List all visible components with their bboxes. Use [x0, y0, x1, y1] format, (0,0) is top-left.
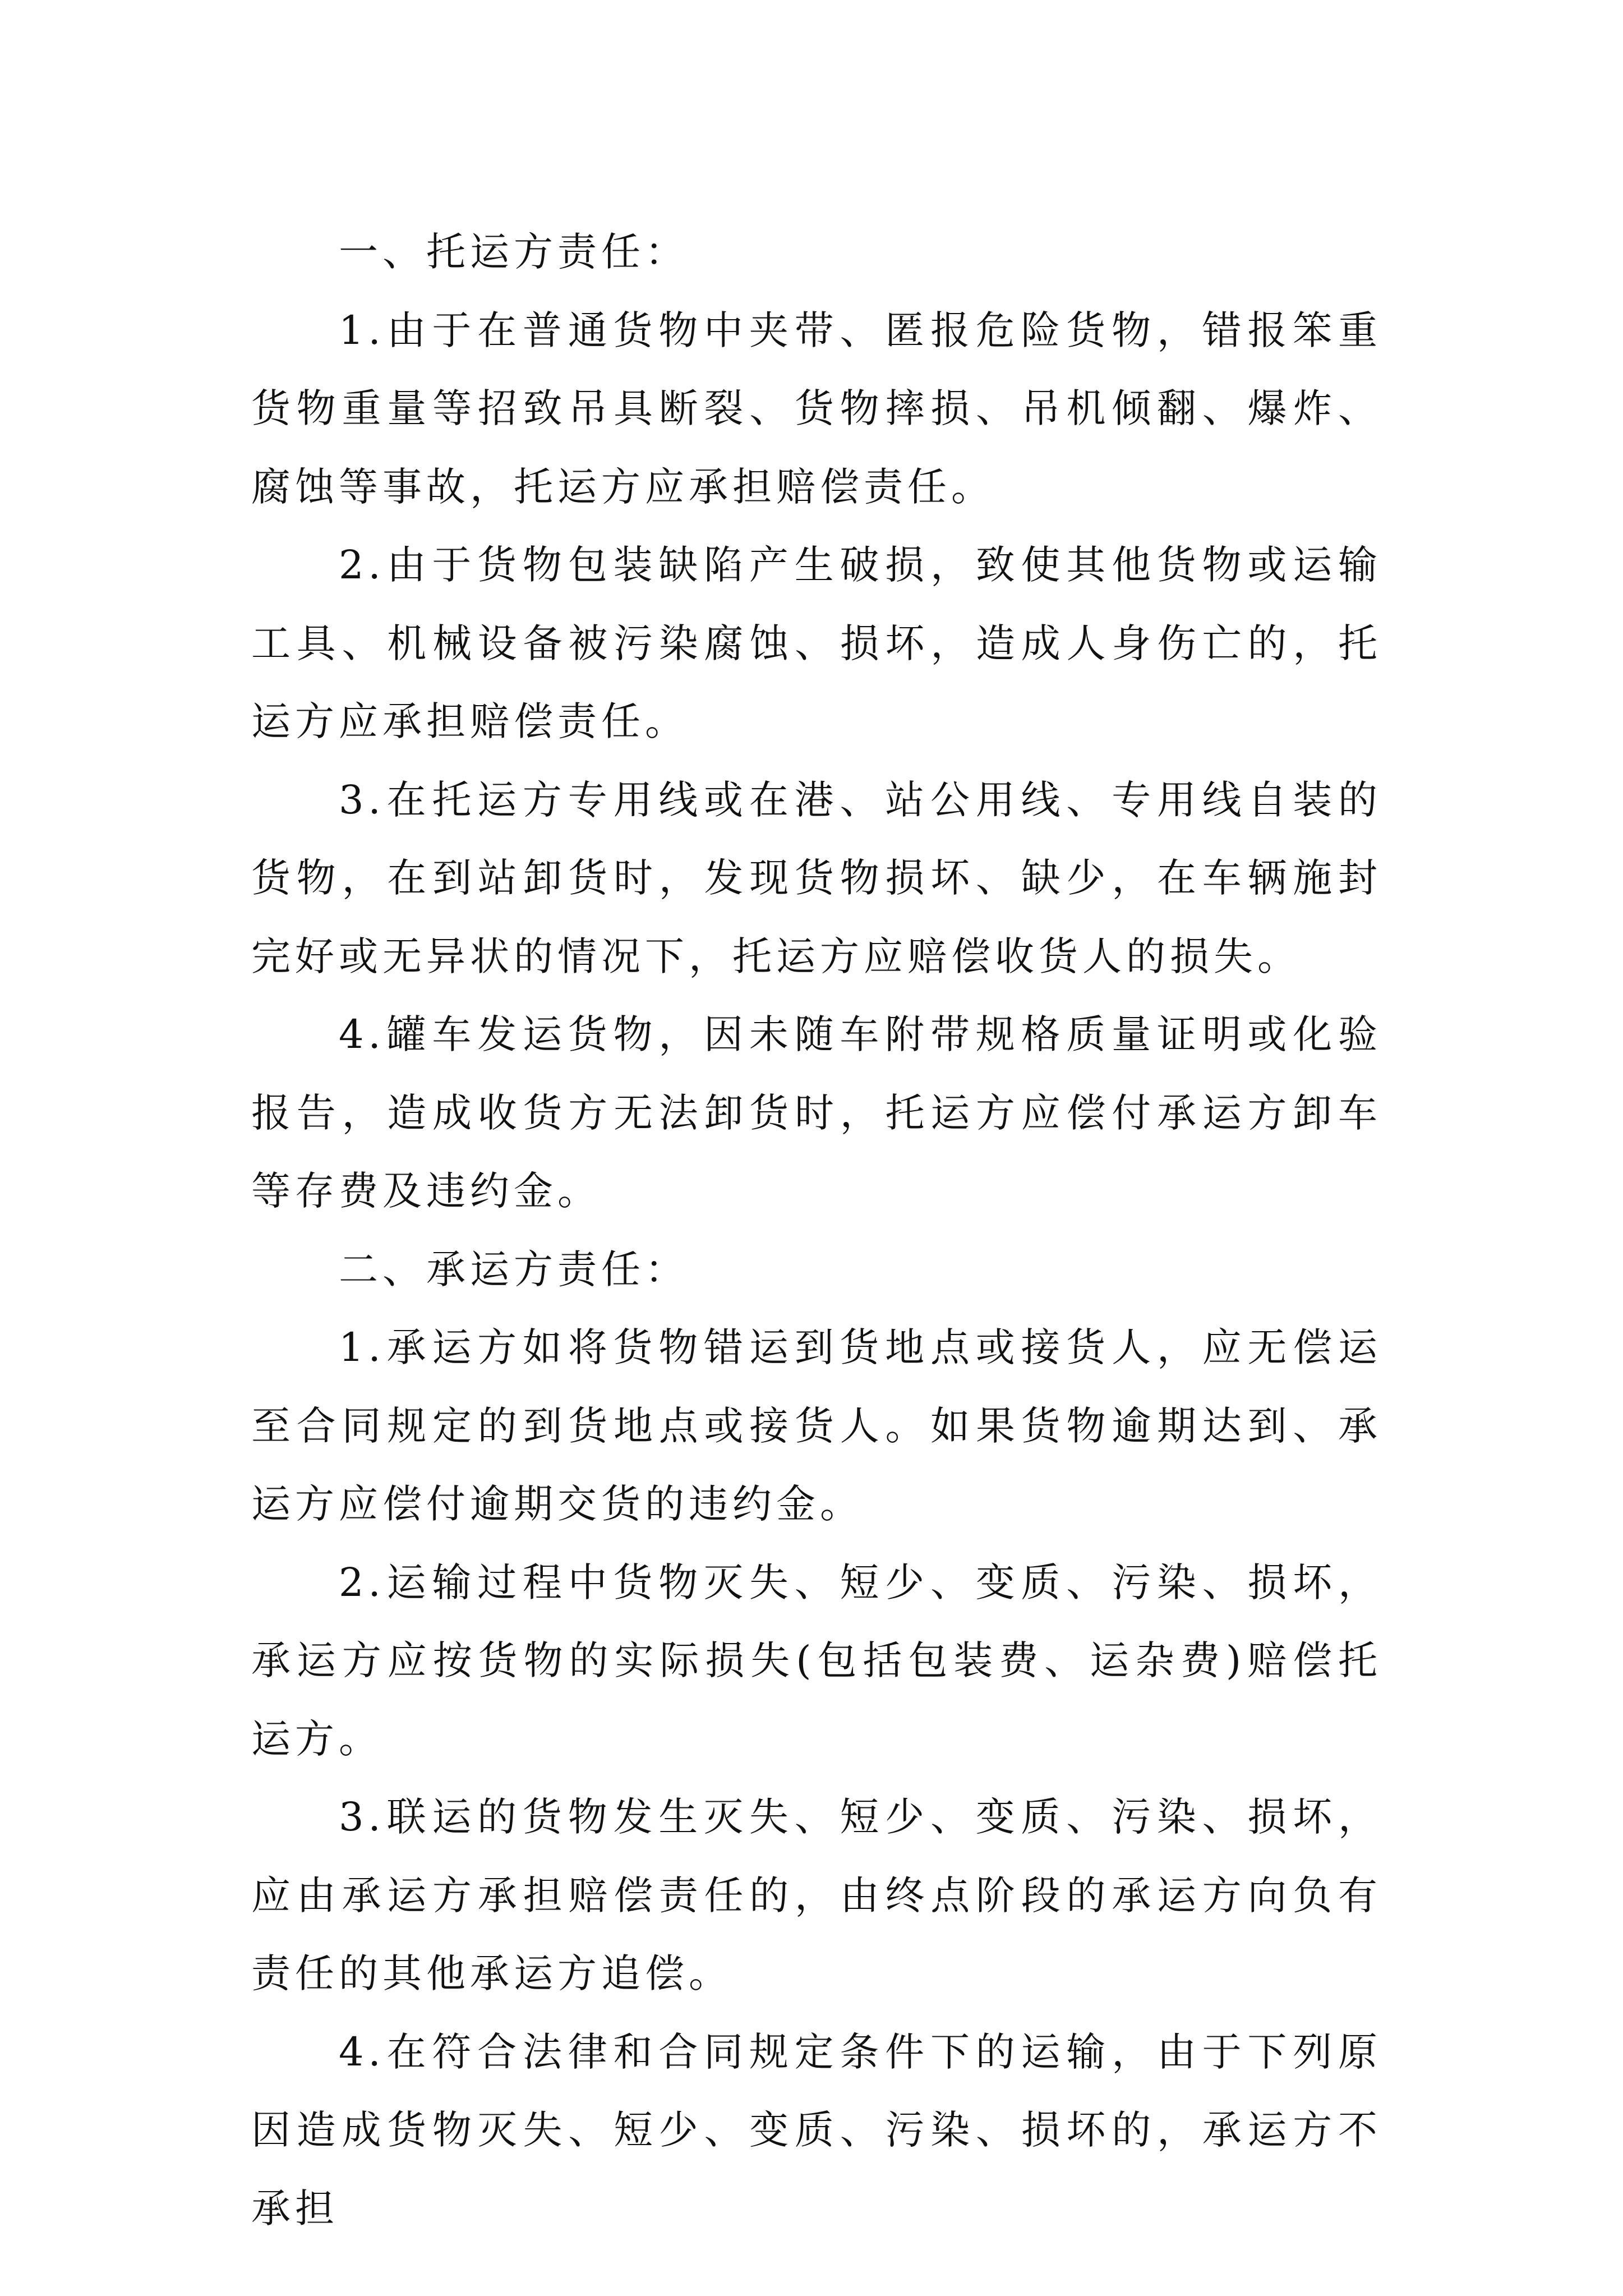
section-heading-shipper-liability: 一、托运方责任：	[339, 229, 689, 275]
paragraph-carrier-item-1: 1.承运方如将货物错运到货地点或接货人，应无偿运至合同规定的到货地点或接货人。如果货物逾期达到、承运方应偿付逾期交货的违约金。	[251, 1324, 1382, 1527]
paragraph-shipper-item-2: 2.由于货物包装缺陷产生破损，致使其他货物或运输工具、机械设备被污染腐蚀、损坏，造成人身伤亡的，托运方应承担赔偿责任。	[251, 542, 1382, 744]
paragraph-shipper-item-1: 1.由于在普通货物中夹带、匿报危险货物，错报笨重货物重量等招致吊具断裂、货物摔损、吊机倾翻、爆炸、腐蚀等事故，托运方应承担赔偿责任。	[251, 307, 1382, 510]
paragraph-shipper-item-4: 4.罐车发运货物，因未随车附带规格质量证明或化验报告，造成收货方无法卸货时，托运方应偿付承运方卸车等存费及违约金。	[251, 1011, 1382, 1214]
paragraph-carrier-item-3: 3.联运的货物发生灭失、短少、变质、污染、损坏，应由承运方承担赔偿责任的，由终点阶段的承运方向负有责任的其他承运方追偿。	[251, 1794, 1382, 1996]
paragraph-carrier-item-4: 4.在符合法律和合同规定条件下的运输，由于下列原因造成货物灭失、短少、变质、污染、损坏的，承运方不承担	[251, 2028, 1382, 2231]
paragraph-carrier-item-2: 2.运输过程中货物灭失、短少、变质、污染、损坏，承运方应按货物的实际损失(包括包装费、运杂费)赔偿托运方。	[251, 1559, 1382, 1762]
section-heading-carrier-liability: 二、承运方责任：	[339, 1246, 689, 1292]
paragraph-shipper-item-3: 3.在托运方专用线或在港、站公用线、专用线自装的货物，在到站卸货时，发现货物损坏、缺少，在车辆施封完好或无异状的情况下，托运方应赔偿收货人的损失。	[251, 776, 1382, 979]
document-body	[251, 213, 1382, 2248]
